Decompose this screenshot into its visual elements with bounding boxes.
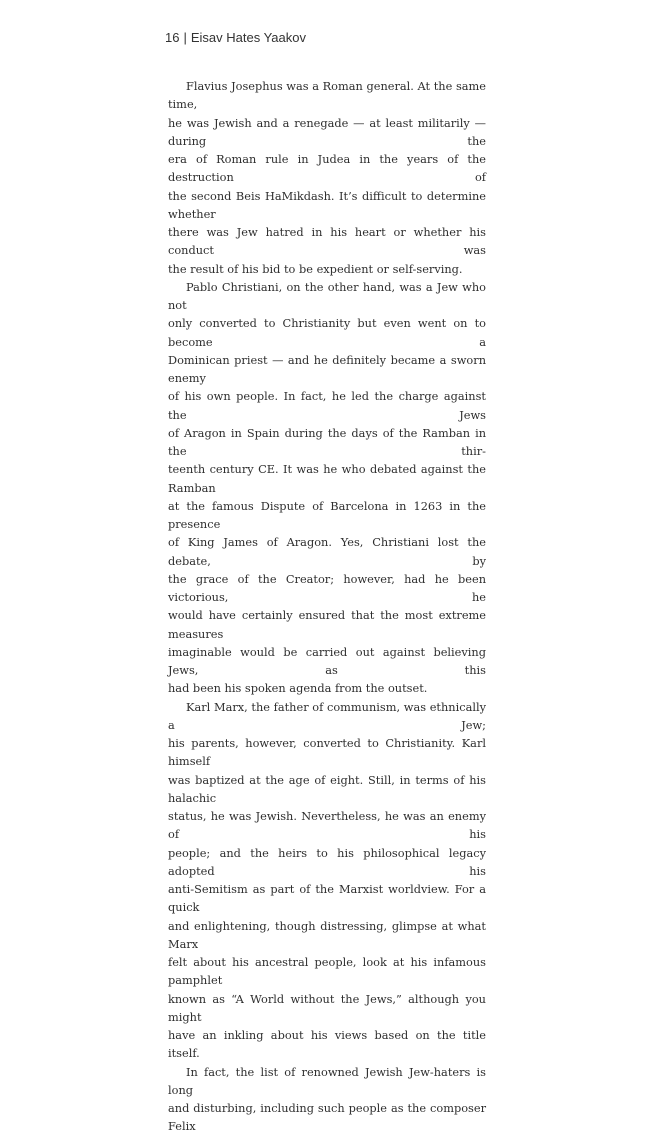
text-line: of Aragon in Spain during the days of the Ramban in the thir- (168, 425, 486, 458)
text-line: people; and the heirs to his philosophical legacy adopted his (168, 845, 486, 878)
text-line: anti-Semitism as part of the Marxist worldview. For a quick (168, 882, 486, 915)
text-line: at the famous Dispute of Barcelona in 1263 in the presence (168, 498, 486, 531)
text-line: teenth century CE. It was he who debated against the Ramban (168, 462, 486, 495)
text-line: the result of his bid to be expedient or self-serving. (168, 261, 463, 276)
text-line: have an inkling about his views based on the title itself. (168, 1028, 486, 1061)
text-line: known as “A World without the Jews,” although you might (168, 991, 486, 1024)
paragraph (168, 1063, 486, 1136)
text-line: was baptized at the age of eight. Still, in terms of his halachic (168, 772, 486, 805)
text-line: and enlightening, though distressing, glimpse at what Marx (168, 918, 486, 951)
text-line: of King James of Aragon. Yes, Christiani lost the debate, by (168, 535, 486, 568)
running-head (165, 30, 306, 45)
text-line: Flavius Josephus was a Roman general. At the same time, (168, 79, 486, 112)
text-line: imaginable would be carried out against believing Jews, as this (168, 644, 486, 677)
text-line: he was Jewish and a renegade — at least militarily — during the (168, 115, 486, 148)
text-line: and disturbing, including such people as the composer Felix (168, 1101, 486, 1134)
body-text (168, 77, 486, 1136)
text-line: status, he was Jewish. Nevertheless, he was an enemy of his (168, 809, 486, 842)
text-line: his parents, however, converted to Christianity. Karl himself (168, 736, 486, 769)
text-line: In fact, the list of renowned Jewish Jew-haters is long (168, 1064, 486, 1097)
text-line: Pablo Christiani, on the other hand, was a Jew who not (168, 279, 486, 312)
running-title: Eisav Hates Yaakov (190, 30, 306, 45)
paragraph (168, 278, 486, 698)
header-separator: | (183, 30, 187, 45)
text-line: there was Jew hatred in his heart or whether his conduct was (168, 225, 486, 258)
page-number: 16 (165, 30, 180, 45)
text-line: would have certainly ensured that the most extreme measures (168, 608, 486, 641)
text-line: the second Beis HaMikdash. It’s difficult to determine whether (168, 188, 486, 221)
text-line: had been his spoken agenda from the outset. (168, 681, 428, 696)
text-line: only converted to Christianity but even went on to become a (168, 316, 486, 349)
text-line: Karl Marx, the father of communism, was ethnically a Jew; (168, 699, 486, 732)
text-line: era of Roman rule in Judea in the years of the destruction of (168, 152, 486, 185)
text-line: of his own people. In fact, he led the charge against the Jews (168, 389, 486, 422)
text-line: the grace of the Creator; however, had he been victorious, he (168, 571, 486, 604)
paragraph (168, 698, 486, 1063)
text-line: Dominican priest — and he definitely became a sworn enemy (168, 352, 486, 385)
paragraph (168, 77, 486, 278)
text-line: felt about his ancestral people, look at his infamous pamphlet (168, 955, 486, 988)
